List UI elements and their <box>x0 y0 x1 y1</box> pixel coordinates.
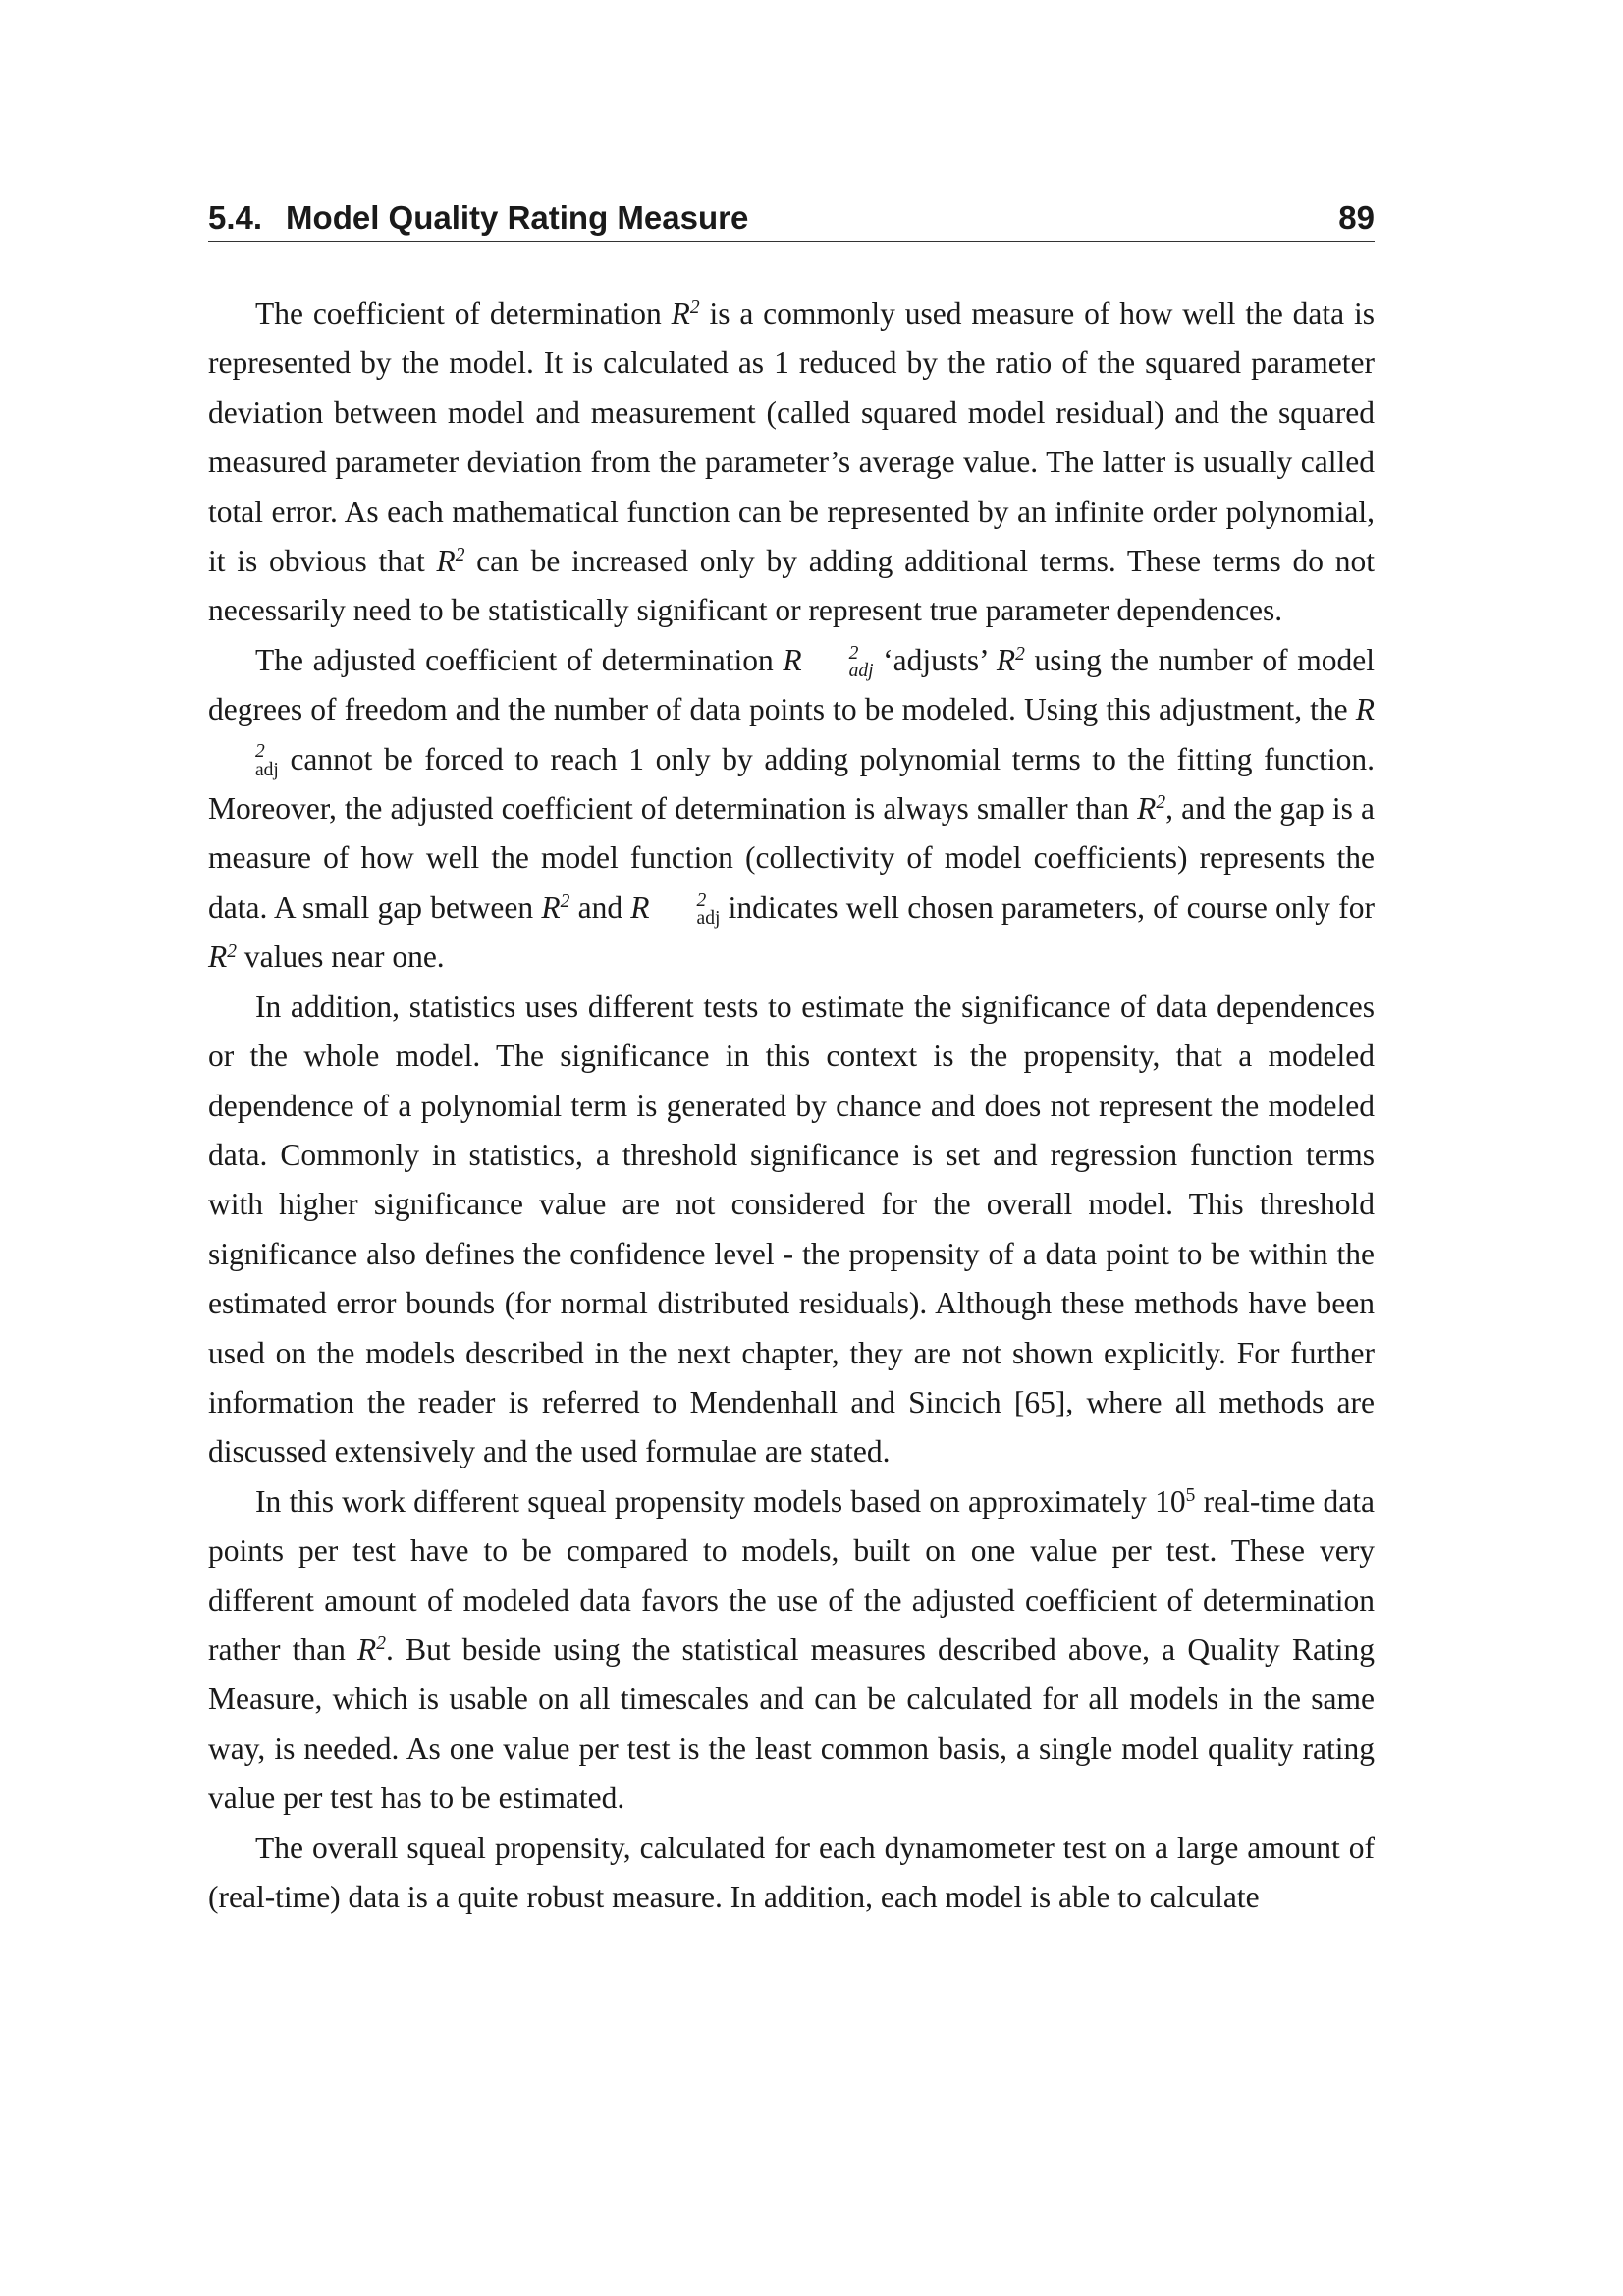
text-run: The adjusted coefficient of determination <box>255 642 784 677</box>
page-number: 89 <box>1338 199 1375 236</box>
math-r-squared: $R^2$ <box>996 642 1025 677</box>
math-r-squared-adj: R 2 adj <box>630 889 721 930</box>
text-run: and <box>569 889 631 925</box>
math-ten-to-five: $10^5$ <box>1155 1483 1196 1519</box>
section-title: Model Quality Rating Measure <box>286 199 749 236</box>
page <box>208 196 1375 1922</box>
text-run: real-time data points per test have to be compared to models, built on one value per test. These very different amount of modeled data favors the use of the adjusted coefficient of determination rather than <box>208 1483 1375 1667</box>
text-run: is a commonly used measure of how well the data is represented by the model. It is calculated as 1 reduced by the ratio of the squared parameter deviation between model and measurement (called squared model residual) and the squared measured parameter deviation from the parameter’s average value. The latter is usually called total error. As each mathematical function can be represented by an infinite order polynomial, it is obvious that <box>208 296 1375 579</box>
paragraph-2 <box>208 636 1375 983</box>
paragraph-1 <box>208 290 1375 636</box>
math-r-squared: $R^2$ <box>436 544 465 579</box>
math-r-squared: $R^2$ <box>357 1631 387 1667</box>
text-run: cannot be forced to reach 1 only by adding polynomial terms to the fitting function. Moreover, the adjusted coefficient of determination is always smaller than <box>208 741 1375 827</box>
paragraph-3: In addition, statistics uses different tests to estimate the significance of data dependences or the whole model. The significance in this context is the propensity, that a modeled dependence of a polynomial term is generated by chance and does not represent the modeled data. Commonly in statistics, a threshold significance is set and regression function terms with higher significance value are not considered for the overall model. This threshold significance also defines the confidence level - the propensity of a data point to be within the estimated error bounds (for normal distributed residuals). Although these methods have been used on the models described in the next chapter, they are not shown explicitly. For further information the reader is referred to Mendenhall and Sincich [65], where all methods are discussed extensively and the used formulae are stated. <box>208 988 1375 1469</box>
paragraph-5: The overall squeal propensity, calculated for each dynamometer test on a large amount of (real-time) data is a quite robust measure. In addition, each model is able to calculate <box>208 1830 1375 1914</box>
math-r-squared: $R^2$ <box>1137 791 1166 827</box>
text-run: values near one. <box>237 939 445 975</box>
math-r-squared: $R^2$ <box>671 296 700 331</box>
text-run: indicates well chosen parameters, of course only for <box>720 889 1375 925</box>
paragraph-4 <box>208 1477 1375 1824</box>
section-heading <box>208 196 748 240</box>
text-run: can be increased only by adding additional terms. These terms do not necessarily need to be statistically significant or represent true parameter dependences. <box>208 544 1376 628</box>
math-r-squared: $R^2$ <box>208 939 238 975</box>
text-run: using the number of model degrees of freedom and the number of data points to be modeled. Using this adjustment, the <box>208 642 1375 727</box>
text-run: ‘adjusts’ <box>873 642 997 677</box>
section-number: 5.4. <box>208 199 263 236</box>
text-run: , and the gap is a measure of how well the model function (collectivity of model coefficients) represents the data. A small gap between <box>208 791 1375 925</box>
body-text <box>208 290 1375 1922</box>
running-header <box>208 196 1375 242</box>
text-run: The coefficient of determination <box>255 296 672 331</box>
math-r-squared-adj: R 2 adj <box>255 692 1375 780</box>
text-run: In this work different squeal propensity models based on approximately <box>255 1483 1156 1519</box>
math-r-squared-adj: R 2 adj <box>783 642 874 682</box>
math-r-squared: $R^2$ <box>541 889 570 925</box>
text-run: . But beside using the statistical measures described above, a Quality Rating Measure, which is usable on all timescales and can be calculated for all models in the same way, is needed. As one value per test is the least common basis, a single model quality rating value per test has to be estimated. <box>208 1631 1375 1816</box>
